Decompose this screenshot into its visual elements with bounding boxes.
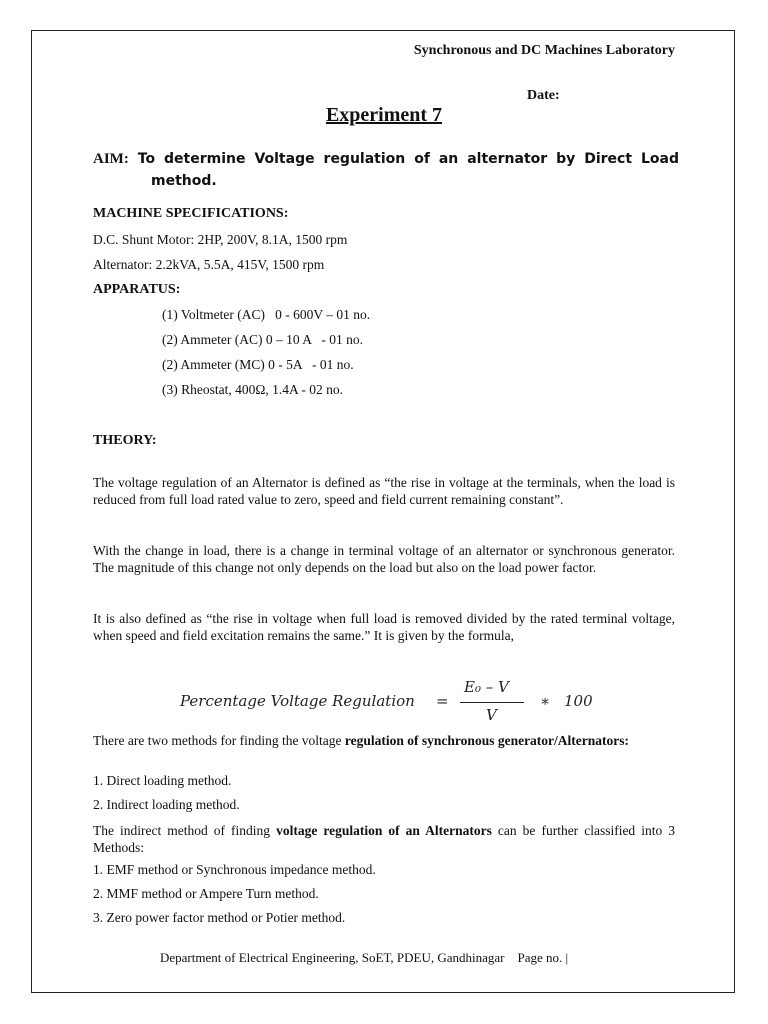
formula-numerator: E₀ – V — [464, 678, 509, 696]
indirect-methods-intro — [93, 822, 675, 856]
methods-intro — [93, 732, 675, 749]
page-footer: Department of Electrical Engineering, SoET, PDEU, Gandhinagar Page no. | — [160, 950, 569, 965]
aim-label: AIM: — [93, 151, 129, 167]
apparatus-item-ammeter-ac: (2) Ammeter (AC) 0 – 10 A - 01 no. — [162, 332, 363, 347]
running-header: Synchronous and DC Machines Laboratory — [413, 43, 675, 58]
aim-line-2: method. — [151, 173, 217, 189]
indirect-item-zpf: 3. Zero power factor method or Potier method. — [93, 910, 346, 925]
formula-factor: 100 — [564, 692, 593, 710]
aim-text: To determine Voltage regulation of an alternator by Direct Load — [137, 151, 679, 167]
specs-heading: MACHINE SPECIFICATIONS: — [93, 206, 289, 221]
indirect-item-mmf: 2. MMF method or Ampere Turn method. — [93, 886, 319, 901]
indirect-intro-text: The indirect method of finding — [93, 823, 277, 838]
formula-lhs: Percentage Voltage Regulation — [180, 692, 415, 710]
theory-paragraph-1: The voltage regulation of an Alternator is defined as “the rise in voltage at the terminals, when the load is reduced from full load rated value to zero, speed and field current remaining constant”. — [93, 475, 675, 507]
formula-times: ∗ — [540, 692, 551, 710]
method-item-direct: 1. Direct loading method. — [93, 773, 232, 788]
spec-motor: D.C. Shunt Motor: 2HP, 200V, 8.1A, 1500 rpm — [93, 232, 348, 247]
date-label: Date: — [527, 88, 560, 103]
theory-paragraph-2: With the change in load, there is a change in terminal voltage of an alternator or synchronous generator. The magnitude of this change not only depends on the load but also on the load power factor. — [93, 543, 675, 575]
formula-denominator: V — [486, 706, 497, 724]
spec-alternator: Alternator: 2.2kVA, 5.5A, 415V, 1500 rpm — [93, 257, 325, 272]
indirect-item-emf: 1. EMF method or Synchronous impedance method. — [93, 862, 376, 877]
aim-line-1 — [93, 148, 679, 170]
methods-intro-text: There are two methods for finding the voltage — [93, 733, 345, 748]
regulation-formula — [180, 676, 620, 722]
indirect-intro-tail: can be further classified into 3 Methods: — [93, 823, 675, 855]
method-item-indirect: 2. Indirect loading method. — [93, 797, 240, 812]
formula-equals: = — [436, 692, 449, 710]
apparatus-item-voltmeter: (1) Voltmeter (AC) 0 - 600V – 01 no. — [162, 307, 371, 322]
theory-paragraph-3: It is also defined as “the rise in voltage when full load is removed divided by the rated terminal voltage, when speed and field excitation remains the same.” It is given by the formula, — [93, 611, 675, 643]
fraction-bar — [460, 702, 524, 703]
apparatus-heading: APPARATUS: — [93, 282, 181, 297]
page-title: Experiment 7 — [325, 104, 443, 126]
apparatus-item-rheostat: (3) Rheostat, 400Ω, 1.4A - 02 no. — [162, 382, 344, 397]
aim-statement — [93, 148, 679, 192]
methods-intro-bold: regulation of synchronous generator/Alternators: — [344, 733, 630, 748]
indirect-intro-bold: voltage regulation of an Alternators — [276, 823, 492, 838]
apparatus-item-ammeter-mc: (2) Ammeter (MC) 0 - 5A - 01 no. — [162, 357, 354, 372]
theory-heading: THEORY: — [93, 433, 157, 448]
